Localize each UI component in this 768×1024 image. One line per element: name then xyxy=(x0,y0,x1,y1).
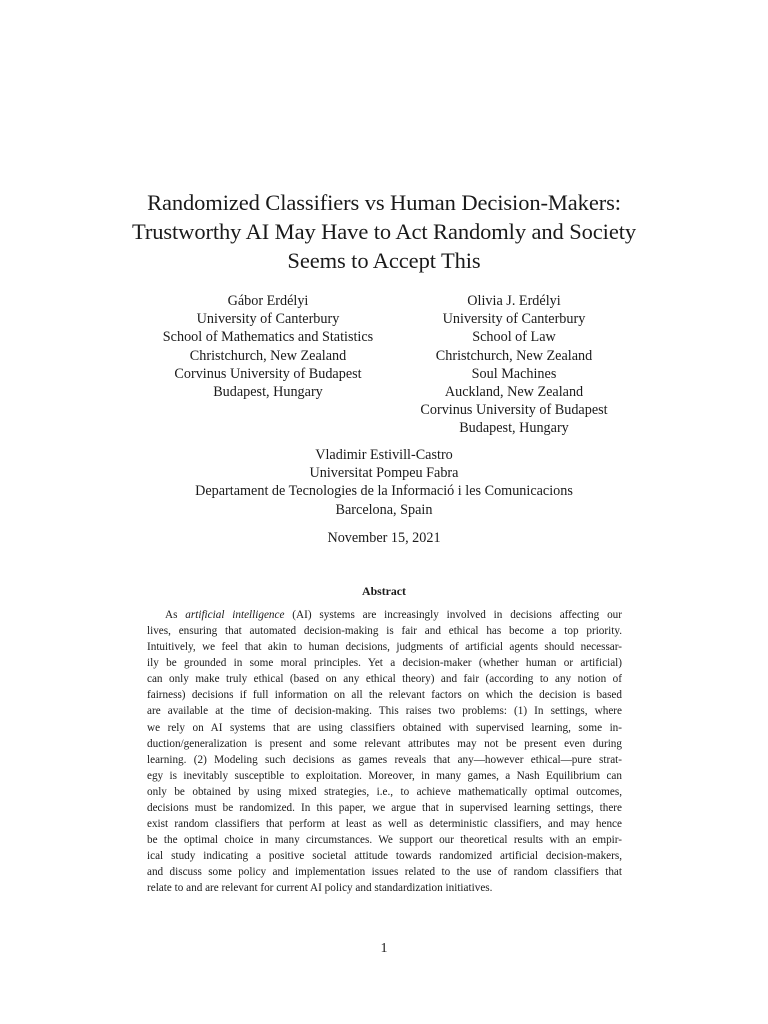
page-number: 1 xyxy=(380,941,388,956)
abstract-line: duction/generalization is present and some relevant attributes may not be present even during xyxy=(147,737,622,750)
author-affiliation: Christchurch, New Zealand xyxy=(435,347,593,364)
author-block-gabor-erdelyi xyxy=(128,292,408,401)
author-affiliation: School of Mathematics and Statistics xyxy=(162,329,374,346)
author-affiliation: University of Canterbury xyxy=(442,311,586,328)
abstract-body xyxy=(147,607,622,896)
title-line: Randomized Classifiers vs Human Decision-Makers: xyxy=(147,190,621,215)
author-name: Vladimir Estivill-Castro xyxy=(315,447,453,463)
author-affiliation: Barcelona, Spain xyxy=(335,501,433,518)
paper-title xyxy=(100,188,668,275)
author-affiliation: Auckland, New Zealand xyxy=(444,384,584,401)
author-affiliation: Budapest, Hungary xyxy=(459,420,569,437)
abstract-line: decisions must be randomized. In this paper, we argue that in supervised learning settings, there xyxy=(147,801,622,814)
abstract-text: (AI) systems are increasingly involved in decisions affecting our xyxy=(284,609,622,621)
abstract-line xyxy=(147,607,622,623)
abstract-line: learning. (2) Modeling such decisions as games reveals that any—however ethical—pure strat- xyxy=(147,753,622,766)
author-affiliation: Corvinus University of Budapest xyxy=(174,365,362,382)
publication-date: November 15, 2021 xyxy=(327,530,441,546)
abstract-text: As xyxy=(165,609,186,621)
abstract-line: egy is inevitably susceptible to exploitation. Moreover, in many games, a Nash Equilibrium can xyxy=(147,769,622,782)
author-block-olivia-erdelyi xyxy=(374,292,654,438)
author-affiliation: Universitat Pompeu Fabra xyxy=(309,465,459,482)
abstract-line: we rely on AI systems that are using classifiers obtained with supervised learning, some in- xyxy=(147,721,622,734)
abstract-line: ily be grounded in some moral principles. Yet a decision-maker (whether human or artificial) xyxy=(147,657,622,670)
author-affiliation: School of Law xyxy=(472,329,556,346)
author-affiliation: Departament de Tecnologies de la Informació i les Comunicacions xyxy=(195,483,573,500)
title-line: Trustworthy AI May Have to Act Randomly and Society xyxy=(131,219,637,244)
author-affiliation: University of Canterbury xyxy=(196,311,340,328)
author-name: Gábor Erdélyi xyxy=(227,293,309,309)
title-line: Seems to Accept This xyxy=(287,248,481,273)
author-block-vladimir-estivill-castro xyxy=(104,446,664,519)
abstract-line: Intuitively, we feel that akin to human decisions, judgments of artificial agents should necessar- xyxy=(147,641,622,654)
abstract-line: be the optimal choice in many circumstances. We support our theoretical results with an empir- xyxy=(147,834,622,847)
author-affiliation: Corvinus University of Budapest xyxy=(420,402,608,419)
abstract-line: ical study indicating a positive societal attitude towards randomized artificial decision-makers, xyxy=(147,850,622,863)
abstract-line: exist random classifiers that perform at least as well as deterministic classifiers, and may hence xyxy=(147,818,622,831)
abstract-line: only be obtained by using mixed strategies, i.e., to achieve mathematically optimal outcomes, xyxy=(147,785,622,798)
abstract-line: lives, ensuring that automated decision-making is fair and ethical has become a top priority. xyxy=(147,625,622,638)
abstract-line: and discuss some policy and implementation issues related to the use of random classifiers that xyxy=(147,866,622,879)
abstract-line: relate to and are relevant for current AI policy and standardization initiatives. xyxy=(147,882,493,895)
abstract-line: fairness) decisions if full information on all the relevant factors on which the decision is based xyxy=(147,689,622,702)
author-affiliation: Soul Machines xyxy=(471,365,557,382)
abstract-line: are available at the time of decision-making. This raises two problems: (1) In settings, where xyxy=(147,705,622,718)
author-affiliation: Christchurch, New Zealand xyxy=(189,347,347,364)
author-name: Olivia J. Erdélyi xyxy=(467,293,561,309)
author-affiliation: Budapest, Hungary xyxy=(213,384,323,401)
abstract-emphasis: artificial intelligence xyxy=(185,609,285,621)
abstract-heading: Abstract xyxy=(362,584,406,598)
abstract-line: can only make truly ethical (based on any ethical theory) and fair (according to any notion of xyxy=(147,673,622,686)
